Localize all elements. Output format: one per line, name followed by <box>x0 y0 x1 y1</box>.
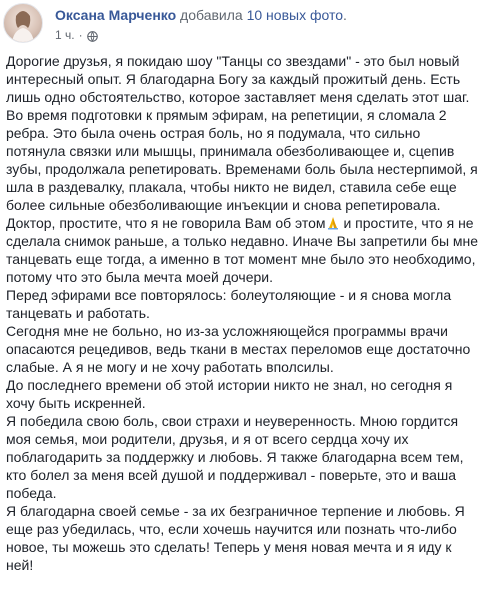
action-period: . <box>343 7 347 23</box>
post-text-line: лишь одно обстоятельство, которое заставляет меня сделать этот шаг. <box>6 89 470 105</box>
post-text-line: Дорогие друзья, я покидаю шоу "Танцы со звездами" - это был новый <box>6 53 460 69</box>
post-header <box>0 0 483 50</box>
post-text-line: сделала снимок раньше, а только недавно. Иначе Вы запретили бы мне <box>6 233 479 249</box>
post-text-line: Сегодня мне не больно, но из-за усложняющейся программы врачи <box>6 323 448 339</box>
post-text-line: Я благодарна своей семье - за их безграничное терпение и любовь. Я <box>6 503 465 519</box>
photos-link[interactable]: 10 новых фото <box>246 7 344 23</box>
post-text-line: победа. <box>6 485 57 501</box>
post-text-line: танцевать и работать. <box>6 305 150 321</box>
praying-hands-icon <box>326 216 340 230</box>
post-text-line: поблагодарить за поддержку и любовь. Я также благодарна всем тем, <box>6 449 464 465</box>
post-text-line: До последнего времени об этой истории никто не знал, но сегодня я <box>6 377 453 393</box>
author-name-link[interactable]: Оксана Марченко <box>55 7 177 23</box>
post-text-line: еще раз убедилась, что, если хочешь научится или познать что-либо <box>6 521 457 537</box>
post-text-line: шла в раздевалку, плакала, чтобы никто не видел, ставила себе еще <box>6 179 457 195</box>
post-text-line: потянула связки или мышцы, принимала обезболивающее и, сцепив <box>6 143 455 159</box>
post-text-line: ней! <box>6 557 34 573</box>
post-text-line: слабые. А я не могу и не хочу работать вполсилы. <box>6 359 334 375</box>
post-text-line: хочу быть искренней. <box>6 395 146 411</box>
post-text-fragment: Доктор, простите, что я не говорила Вам об этом <box>6 215 326 231</box>
author-line <box>55 6 347 24</box>
avatar[interactable] <box>3 3 43 43</box>
post-timestamp[interactable]: 1 ч. <box>55 28 75 42</box>
post-text-line: интересный опыт. Я благодарна Богу за каждый прожитый день. Есть <box>6 71 461 87</box>
post-text-line: Во время подготовки к прямым эфирам, на репетиции, я сломала 2 <box>6 107 447 123</box>
post-text-line: Перед эфирами все повторялось: болеутоляющие - и я снова могла <box>6 287 452 303</box>
post-text-line: более сильные обезболивающие инъекции и снова репетировала. <box>6 197 441 213</box>
post-text-fragment: и простите, что я не <box>339 215 474 231</box>
avatar-image <box>4 4 42 42</box>
post-body <box>6 52 480 574</box>
post-text-line: новое, ты можешь это сделать! Теперь у меня новая мечта и я иду к <box>6 539 452 555</box>
post-text-line-with-emoji <box>6 214 480 232</box>
post-text-line: танцевать еще тогда, а именно в тот момент мне было это необходимо, <box>6 251 476 267</box>
meta-separator: · <box>78 28 83 42</box>
post-text-line: зубы, продолжала репетировать. Временами боль была нестерпимой, я <box>6 161 478 177</box>
post-text-line: опасаются рецедивов, ведь ткани в местах переломов еще достаточно <box>6 341 471 357</box>
post-text-line: моя семья, мои родители, друзья, и я от всего сердца хочу их <box>6 431 409 447</box>
post-text-line: ребра. Это была очень острая боль, но я подумала, что сильно <box>6 125 421 141</box>
post-text-line: потому что это была мечта моей дочери. <box>6 269 273 285</box>
globe-icon[interactable] <box>87 30 98 41</box>
post-text-line: кто болел за меня всей душой и поддерживал - поверьте, это и ваша <box>6 467 456 483</box>
post-text-line: Я победила свою боль, свои страхи и неуверенность. Мною гордится <box>6 413 459 429</box>
post-meta <box>55 27 98 43</box>
action-text: добавила <box>180 7 243 23</box>
